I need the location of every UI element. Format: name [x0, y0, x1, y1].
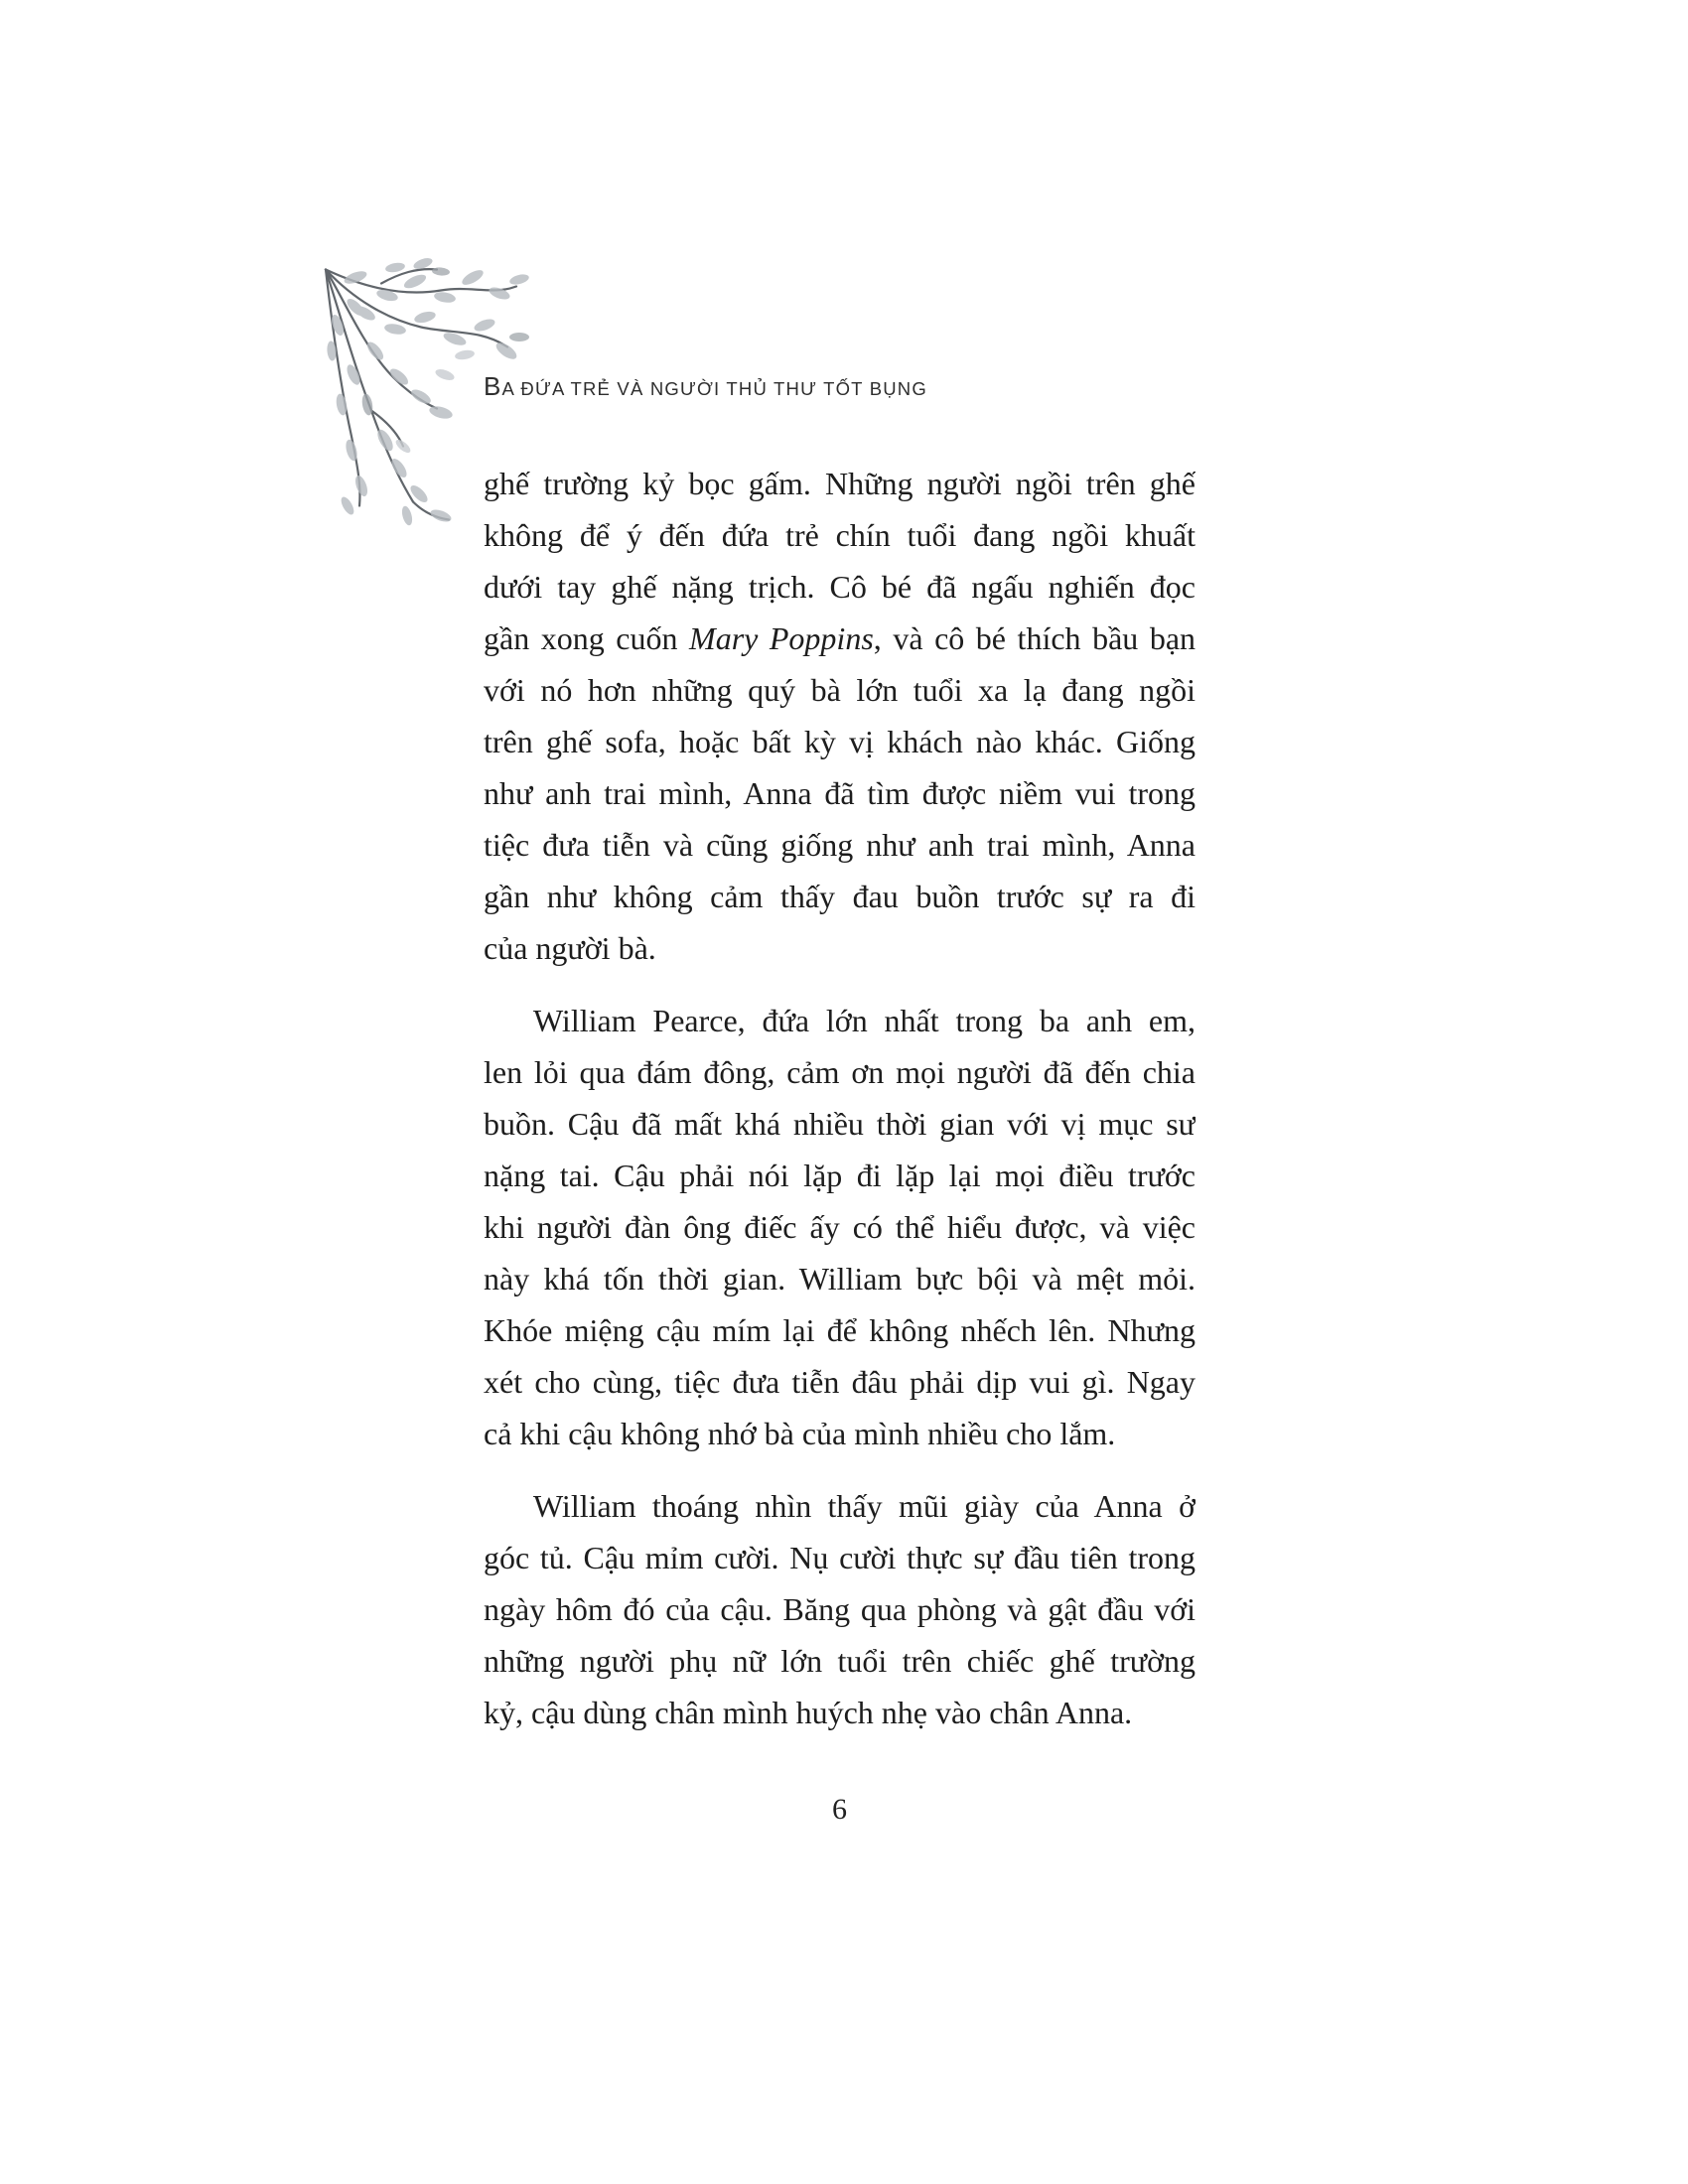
- text-line: góc tủ. Cậu mỉm cười. Nụ cười thực sự đầu tiên trong: [484, 1540, 1196, 1575]
- book-title-italic: Mary Poppins: [689, 620, 874, 656]
- text-line: như anh trai mình, Anna đã tìm được niềm vui trong: [484, 775, 1196, 811]
- text-line: nặng tai. Cậu phải nói lặp đi lặp lại mọi điều trước: [484, 1158, 1196, 1193]
- text-line: xét cho cùng, tiệc đưa tiễn đâu phải dịp vui gì. Ngay: [484, 1364, 1196, 1400]
- text-line: khi người đàn ông điếc ấy có thể hiểu được, và việc: [484, 1209, 1196, 1245]
- text-line: ngày hôm đó của cậu. Băng qua phòng và gật đầu với: [484, 1591, 1196, 1627]
- text-line: William Pearce, đứa lớn nhất trong ba anh em,: [533, 1003, 1196, 1038]
- text-line: gần như không cảm thấy đau buồn trước sự ra đi: [484, 879, 1196, 914]
- text-line: trên ghế sofa, hoặc bất kỳ vị khách nào khác. Giống: [484, 724, 1196, 759]
- text-line: không để ý đến đứa trẻ chín tuổi đang ngồi khuất: [484, 517, 1196, 553]
- page-number: 6: [832, 1793, 847, 1826]
- paragraph-2: [484, 995, 1196, 1459]
- running-header-rest: A ĐỨA TRẺ VÀ NGƯỜI THỦ THƯ TỐT BỤNG: [501, 378, 927, 399]
- text-line: những người phụ nữ lớn tuổi trên chiếc ghế trường: [484, 1643, 1196, 1679]
- text-line: cả khi cậu không nhớ bà của mình nhiều cho lắm.: [484, 1416, 1116, 1451]
- text-segment: , và cô bé thích bầu bạn: [873, 620, 1196, 656]
- text-line: ghế trường kỷ bọc gấm. Những người ngồi trên ghế: [484, 466, 1196, 501]
- running-header-initial: B: [484, 371, 502, 401]
- text-line: này khá tốn thời gian. William bực bội và mệt mỏi.: [484, 1261, 1196, 1297]
- text-line: len lỏi qua đám đông, cảm ơn mọi người đã đến chia: [484, 1054, 1196, 1090]
- text-line: tiệc đưa tiễn và cũng giống như anh trai mình, Anna: [484, 827, 1196, 863]
- text-line: dưới tay ghế nặng trịch. Cô bé đã ngấu nghiến đọc: [484, 569, 1196, 605]
- text-segment: gần xong cuốn: [484, 620, 690, 656]
- text-line: với nó hơn những quý bà lớn tuổi xa lạ đang ngồi: [484, 672, 1196, 708]
- text-line: kỷ, cậu dùng chân mình huých nhẹ vào chân Anna.: [484, 1695, 1133, 1730]
- text-line: của người bà.: [484, 930, 656, 966]
- text-line: Khóe miệng cậu mím lại để không nhếch lên. Nhưng: [484, 1312, 1196, 1348]
- body-text: [484, 458, 1196, 1738]
- text-line: William thoáng nhìn thấy mũi giày của Anna ở: [533, 1488, 1196, 1524]
- paragraph-1: [484, 458, 1196, 974]
- paragraph-3: [484, 1480, 1196, 1738]
- text-line: buồn. Cậu đã mất khá nhiều thời gian với vị mục sư: [484, 1106, 1196, 1142]
- running-header: [484, 373, 927, 404]
- text-line-with-book-title: [484, 613, 1196, 664]
